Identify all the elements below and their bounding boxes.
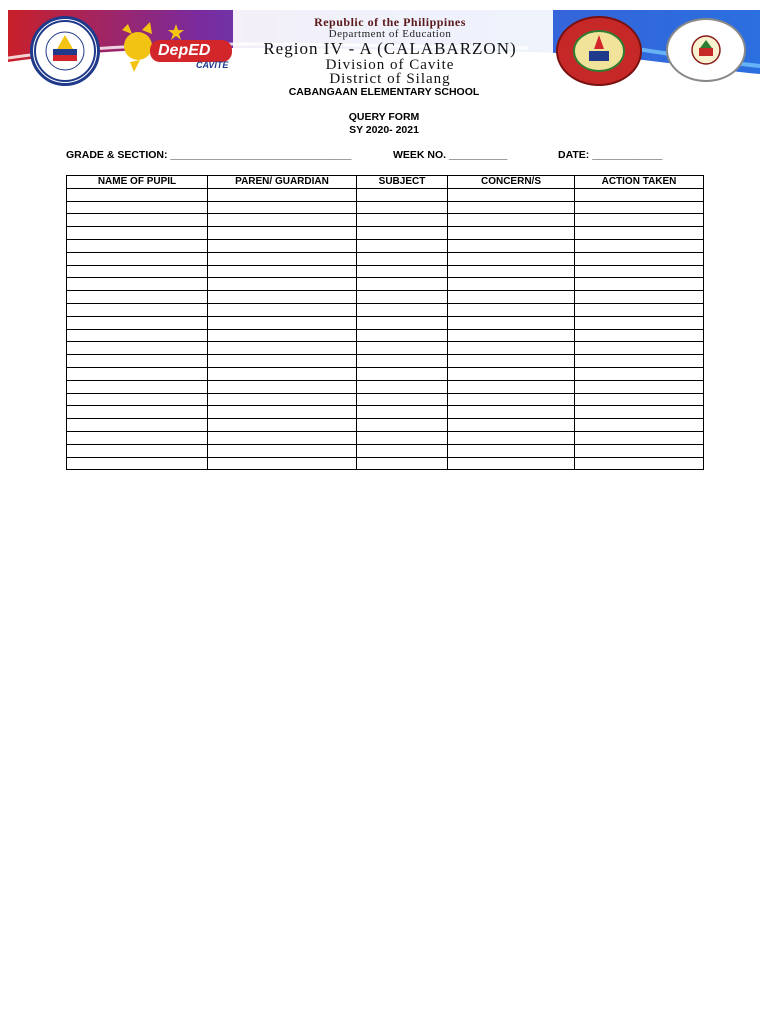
- table-row: [67, 227, 704, 240]
- form-title: QUERY FORM: [348, 111, 420, 123]
- table-cell[interactable]: [67, 303, 208, 316]
- table-row: [67, 367, 704, 380]
- table-cell[interactable]: [357, 201, 448, 214]
- table-cell[interactable]: [208, 380, 357, 393]
- school-emblem-icon: [564, 23, 634, 79]
- table-cell[interactable]: [208, 201, 357, 214]
- table-cell[interactable]: [448, 342, 575, 355]
- school-seal-white: [666, 18, 746, 82]
- table-cell[interactable]: [448, 239, 575, 252]
- table-cell[interactable]: [208, 393, 357, 406]
- table-cell[interactable]: [448, 406, 575, 419]
- table-cell[interactable]: [357, 252, 448, 265]
- table-cell[interactable]: [575, 367, 704, 380]
- table-cell[interactable]: [448, 227, 575, 240]
- table-cell[interactable]: [357, 303, 448, 316]
- table-row: [67, 406, 704, 419]
- table-cell[interactable]: [357, 291, 448, 304]
- table-cell[interactable]: [575, 303, 704, 316]
- table-cell[interactable]: [357, 316, 448, 329]
- table-cell[interactable]: [357, 342, 448, 355]
- table-cell[interactable]: [357, 265, 448, 278]
- table-cell[interactable]: [575, 214, 704, 227]
- table-row: [67, 316, 704, 329]
- table-cell[interactable]: [208, 265, 357, 278]
- table-cell[interactable]: [357, 393, 448, 406]
- table-cell[interactable]: [448, 188, 575, 201]
- col-subject: SUBJECT: [357, 176, 448, 189]
- table-cell[interactable]: [575, 419, 704, 432]
- deped-cavite-logo: [110, 20, 240, 80]
- table-cell[interactable]: [575, 457, 704, 470]
- table-row: [67, 444, 704, 457]
- region-line: Region IV - A (CALABARZON): [263, 39, 517, 58]
- table-cell[interactable]: [67, 444, 208, 457]
- table-cell[interactable]: [208, 431, 357, 444]
- division-line: Division of Cavite: [325, 57, 455, 73]
- table-cell[interactable]: [448, 265, 575, 278]
- table-cell[interactable]: [448, 214, 575, 227]
- form-fields: [0, 149, 768, 163]
- table-cell[interactable]: [575, 188, 704, 201]
- table-cell[interactable]: [67, 252, 208, 265]
- table-cell[interactable]: [357, 419, 448, 432]
- table-cell[interactable]: [67, 188, 208, 201]
- table-cell[interactable]: [448, 431, 575, 444]
- table-cell[interactable]: [575, 239, 704, 252]
- table-cell[interactable]: [208, 406, 357, 419]
- table-row: [67, 393, 704, 406]
- table-row: [67, 342, 704, 355]
- table-cell[interactable]: [357, 214, 448, 227]
- table-row: [67, 278, 704, 291]
- query-table-body: [67, 188, 704, 470]
- table-cell[interactable]: [575, 265, 704, 278]
- table-cell[interactable]: [575, 329, 704, 342]
- table-row: [67, 419, 704, 432]
- table-cell[interactable]: [575, 431, 704, 444]
- table-cell[interactable]: [67, 278, 208, 291]
- table-cell[interactable]: [448, 316, 575, 329]
- table-cell[interactable]: [357, 457, 448, 470]
- table-cell[interactable]: [357, 278, 448, 291]
- table-row: [67, 214, 704, 227]
- table-row: [67, 431, 704, 444]
- table-cell[interactable]: [357, 355, 448, 368]
- table-cell[interactable]: [448, 393, 575, 406]
- table-cell[interactable]: [67, 457, 208, 470]
- school-year: SY 2020- 2021: [349, 124, 419, 136]
- table-header-row: [67, 176, 704, 189]
- table-cell[interactable]: [67, 367, 208, 380]
- table-cell[interactable]: [67, 342, 208, 355]
- department-line: Department of Education: [328, 28, 452, 40]
- header-text-block: [240, 16, 540, 86]
- school-badge-icon: [668, 20, 744, 80]
- table-cell[interactable]: [208, 214, 357, 227]
- table-cell[interactable]: [67, 214, 208, 227]
- table-cell[interactable]: [208, 367, 357, 380]
- table-cell[interactable]: [448, 419, 575, 432]
- table-cell[interactable]: [448, 252, 575, 265]
- table-cell[interactable]: [448, 201, 575, 214]
- table-cell[interactable]: [575, 393, 704, 406]
- table-row: [67, 303, 704, 316]
- table-row: [67, 380, 704, 393]
- table-cell[interactable]: [448, 278, 575, 291]
- table-cell[interactable]: [448, 380, 575, 393]
- table-cell[interactable]: [67, 329, 208, 342]
- table-cell[interactable]: [208, 239, 357, 252]
- col-parent-guardian: PAREN/ GUARDIAN: [208, 176, 357, 189]
- table-cell[interactable]: [448, 457, 575, 470]
- table-cell[interactable]: [67, 227, 208, 240]
- table-cell[interactable]: [357, 367, 448, 380]
- table-cell[interactable]: [448, 367, 575, 380]
- table-cell[interactable]: [357, 188, 448, 201]
- table-cell[interactable]: [575, 406, 704, 419]
- table-cell[interactable]: [208, 188, 357, 201]
- republic-line: Republic of the Philippines: [314, 15, 466, 29]
- table-cell[interactable]: [67, 406, 208, 419]
- table-row: [67, 265, 704, 278]
- table-row: [67, 201, 704, 214]
- table-row: [67, 239, 704, 252]
- table-cell[interactable]: [357, 406, 448, 419]
- form-title-block: [0, 111, 768, 137]
- table-cell[interactable]: [208, 291, 357, 304]
- table-row: [67, 355, 704, 368]
- deped-seal-icon: [33, 19, 97, 83]
- table-cell[interactable]: [575, 355, 704, 368]
- deped-logo-sub: CAVITE: [196, 60, 229, 70]
- table-row: [67, 188, 704, 201]
- table-cell[interactable]: [67, 355, 208, 368]
- table-cell[interactable]: [67, 419, 208, 432]
- table-cell[interactable]: [357, 380, 448, 393]
- school-seal-red: [556, 16, 642, 86]
- table-cell[interactable]: [208, 444, 357, 457]
- table-cell[interactable]: [575, 380, 704, 393]
- table-cell[interactable]: [208, 303, 357, 316]
- col-name-of-pupil: NAME OF PUPIL: [67, 176, 208, 189]
- table-cell[interactable]: [357, 329, 448, 342]
- col-concerns: CONCERN/S: [448, 176, 575, 189]
- table-cell[interactable]: [575, 342, 704, 355]
- district-line: District of Silang: [329, 71, 451, 87]
- table-cell[interactable]: [208, 329, 357, 342]
- table-cell[interactable]: [208, 342, 357, 355]
- table-cell[interactable]: [575, 227, 704, 240]
- table-cell[interactable]: [208, 419, 357, 432]
- table-row: [67, 291, 704, 304]
- deped-logo-text: DepED: [158, 42, 211, 59]
- table-cell[interactable]: [575, 278, 704, 291]
- table-row: [67, 457, 704, 470]
- table-row: [67, 329, 704, 342]
- table-cell[interactable]: [67, 265, 208, 278]
- table-cell[interactable]: [575, 444, 704, 457]
- grade-section-field[interactable]: GRADE & SECTION: _______________________________: [66, 149, 352, 161]
- table-cell[interactable]: [357, 239, 448, 252]
- table-cell[interactable]: [575, 291, 704, 304]
- table-cell[interactable]: [208, 355, 357, 368]
- query-table: [66, 175, 704, 470]
- table-cell[interactable]: [208, 457, 357, 470]
- table-cell[interactable]: [67, 316, 208, 329]
- deped-seal: [30, 16, 100, 86]
- header-banner: [8, 10, 760, 90]
- col-action-taken: ACTION TAKEN: [575, 176, 704, 189]
- table-cell[interactable]: [575, 252, 704, 265]
- table-cell[interactable]: [448, 355, 575, 368]
- table-cell[interactable]: [208, 278, 357, 291]
- week-no-field[interactable]: WEEK NO. __________: [393, 149, 508, 161]
- table-cell[interactable]: [67, 431, 208, 444]
- table-cell[interactable]: [67, 380, 208, 393]
- school-name: CABANGAAN ELEMENTARY SCHOOL: [288, 86, 480, 98]
- table-cell[interactable]: [357, 227, 448, 240]
- table-cell[interactable]: [575, 201, 704, 214]
- table-cell[interactable]: [448, 303, 575, 316]
- date-field[interactable]: DATE: ____________: [558, 149, 663, 161]
- table-cell[interactable]: [208, 227, 357, 240]
- table-cell[interactable]: [448, 291, 575, 304]
- table-cell[interactable]: [357, 431, 448, 444]
- table-cell[interactable]: [208, 316, 357, 329]
- table-cell[interactable]: [448, 444, 575, 457]
- table-cell[interactable]: [67, 239, 208, 252]
- table-cell[interactable]: [448, 329, 575, 342]
- table-cell[interactable]: [67, 393, 208, 406]
- table-row: [67, 252, 704, 265]
- table-cell[interactable]: [208, 252, 357, 265]
- table-cell[interactable]: [67, 291, 208, 304]
- table-cell[interactable]: [575, 316, 704, 329]
- table-cell[interactable]: [357, 444, 448, 457]
- table-cell[interactable]: [67, 201, 208, 214]
